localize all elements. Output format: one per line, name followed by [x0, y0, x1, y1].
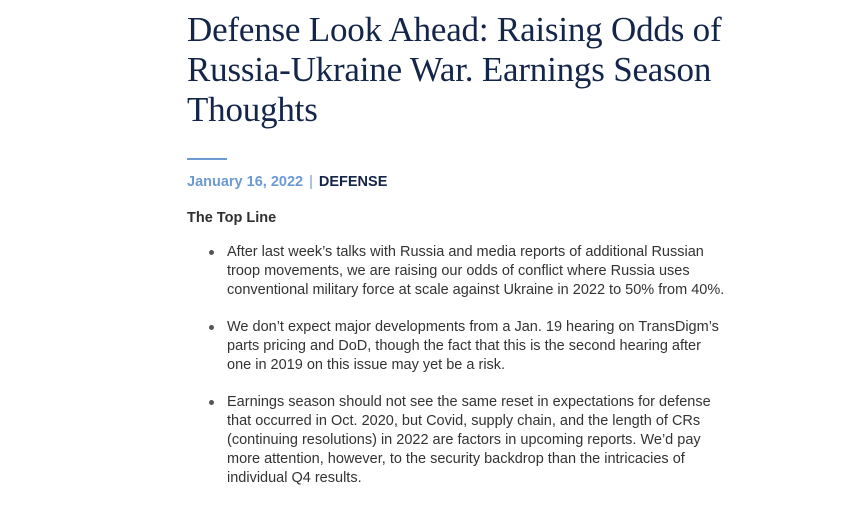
list-item-text: Earnings season should not see the same reset in expectations for defense that occurred in Oct. 2020, but Covid, supply chain, and the length of CRs (continuing resolutions) in 2022 are factors in upcoming reports. We’d pay more attention, however, to the security backdrop than the intricacies of individual Q4 results. — [227, 394, 711, 486]
article-meta — [187, 173, 747, 191]
bullet-icon — [209, 325, 214, 330]
publish-date: January 16, 2022 — [187, 174, 304, 190]
list-item — [187, 243, 727, 300]
title-divider — [187, 158, 227, 160]
bullet-icon — [209, 250, 214, 255]
list-item — [187, 318, 727, 375]
top-line-list — [187, 243, 747, 488]
meta-separator: | — [309, 174, 313, 190]
article-title: Defense Look Ahead: Raising Odds of Russia-Ukraine War. Earnings Season Thoughts — [187, 10, 722, 129]
list-item-text: After last week’s talks with Russia and media reports of additional Russian troop movements, we are raising our odds of conflict where Russia uses conventional military force at scale against Ukraine in 2022 to 50% from 40%. — [227, 244, 725, 298]
article — [187, 10, 747, 506]
bullet-icon — [209, 400, 214, 405]
category-link[interactable]: DEFENSE — [318, 174, 388, 190]
list-item-text: We don’t expect major developments from a Jan. 19 hearing on TransDigm’s parts pricing and DoD, though the fact that this is the second hearing after one in 2019 on this issue may yet be a risk. — [227, 319, 719, 373]
list-item — [187, 393, 727, 488]
section-heading: The Top Line — [187, 210, 277, 226]
